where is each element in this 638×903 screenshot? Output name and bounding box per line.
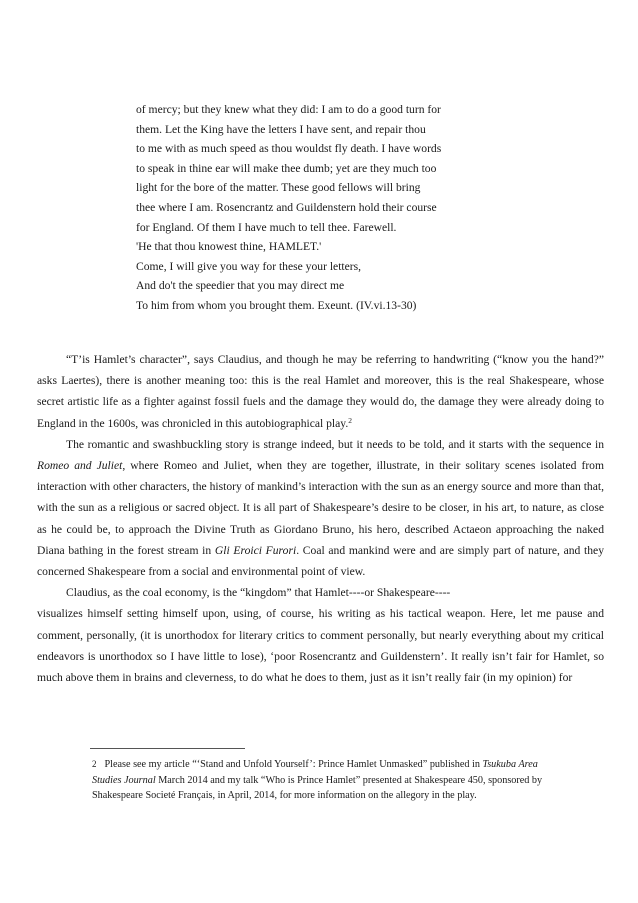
paragraph-3 [37, 603, 604, 688]
body-text [37, 349, 604, 688]
quote-line: to me with as much speed as thou wouldst fly death. I have words [136, 142, 442, 156]
footnote-text-b: March 2014 and my talk “Who is Prince Hamlet” presented at Shakespeare 450, sponsored by Shakespeare Societé Français, in April, 2014, for more information on the allegory in the play. [92, 774, 543, 802]
footnote-text-a: Please see my article “‘Stand and Unfold Yourself’: Prince Hamlet Unmasked” published in [104, 759, 483, 770]
paragraph-3-line-1: Claudius, as the coal economy, is the “kingdom” that Hamlet----or Shakespeare---- [66, 586, 451, 600]
quote-line: of mercy; but they knew what they did: I am to do a good turn for [136, 103, 441, 116]
quote-line: light for the bore of the matter. These good fellows will bring [136, 181, 421, 195]
quote-line: And do't the speedier that you may direct me [136, 279, 345, 293]
paragraph-2 [37, 434, 604, 582]
paragraph-2-text-a: The romantic and swashbuckling story is strange indeed, but it needs to be told, and it starts with the sequence in [66, 437, 604, 451]
paragraph-1-text: “T’is Hamlet’s character”, says Claudius, and though he may be referring to handwriting (“know you the hand?” asks Laertes), there is another meaning too: this is the real Hamlet and moreover, this is the real Shakespeare, whose secret artistic life as a fighter against fossil fuels and the damage they would do, the damage they were already doing to England in the 1600s, was chronicled in this autobiographical play. [37, 353, 604, 430]
quote-line: thee where I am. Rosencrantz and Guildenstern hold their course [136, 200, 437, 214]
paragraph-3-text: visualizes himself setting himself upon, using, of course, his writing as his tactical weapon. Here, let me pause and comment, personally, (it is unorthodox for literary critics to comment personally, but nearly everything about my critical endeavors is unorthodox so I have little to lose), ‘poor Rosencrantz and Guildenstern’. It really isn’t fair for Hamlet, so much above them in brains and cleverness, to do what he does to them, just as it isn’t really fair (in my opinion) for [37, 607, 604, 685]
footnote-ref: 2 [348, 415, 352, 425]
quote-line: for England. Of them I have much to tell thee. Farewell. [136, 220, 397, 234]
quote-line: Come, I will give you way for these your letters, [136, 259, 362, 273]
quote-line: to speak in thine ear will make thee dumb; yet are they much too [136, 161, 437, 175]
paragraph-3-first-line [37, 582, 604, 603]
footnote-mark: 2 [92, 759, 97, 769]
footnote-divider [90, 748, 245, 749]
title-romeo-and-juliet: Romeo and Juliet [37, 459, 123, 473]
paragraph-2-text-b: , where Romeo and Juliet, when they are together, illustrate, in their solitary scenes isolated from interaction with other characters, the history of mankind’s interaction with the sun as an energy source and more than that, with the sun as a religious or sacred object. It is all part of Shakespeare’s desire to be closer, in his art, to nature, as close as he could be, to approach the Divine Truth as Giordano Bruno, his hero, described Actaeon approaching the naked Diana bathing in the forest stream in [37, 459, 604, 557]
title-gli-eroici-furori: Gli Eroici Furori [214, 543, 297, 557]
quote-line: them. Let the King have the letters I have sent, and repair thou [136, 122, 426, 136]
footnote [92, 757, 562, 804]
paragraph-2-text-c: . Coal and mankind were and are simply part of nature, and they concerned Shakespeare from a social and environmental point of view. [37, 543, 605, 579]
journal-title: Tsukuba Area Studies Journal [92, 759, 538, 786]
paragraph-1 [37, 349, 604, 434]
block-quote [136, 100, 556, 316]
quote-line: 'He that thou knowest thine, HAMLET.' [136, 240, 322, 254]
quote-line: To him from whom you brought them. Exeunt. (IV.vi.13-30) [136, 298, 417, 312]
